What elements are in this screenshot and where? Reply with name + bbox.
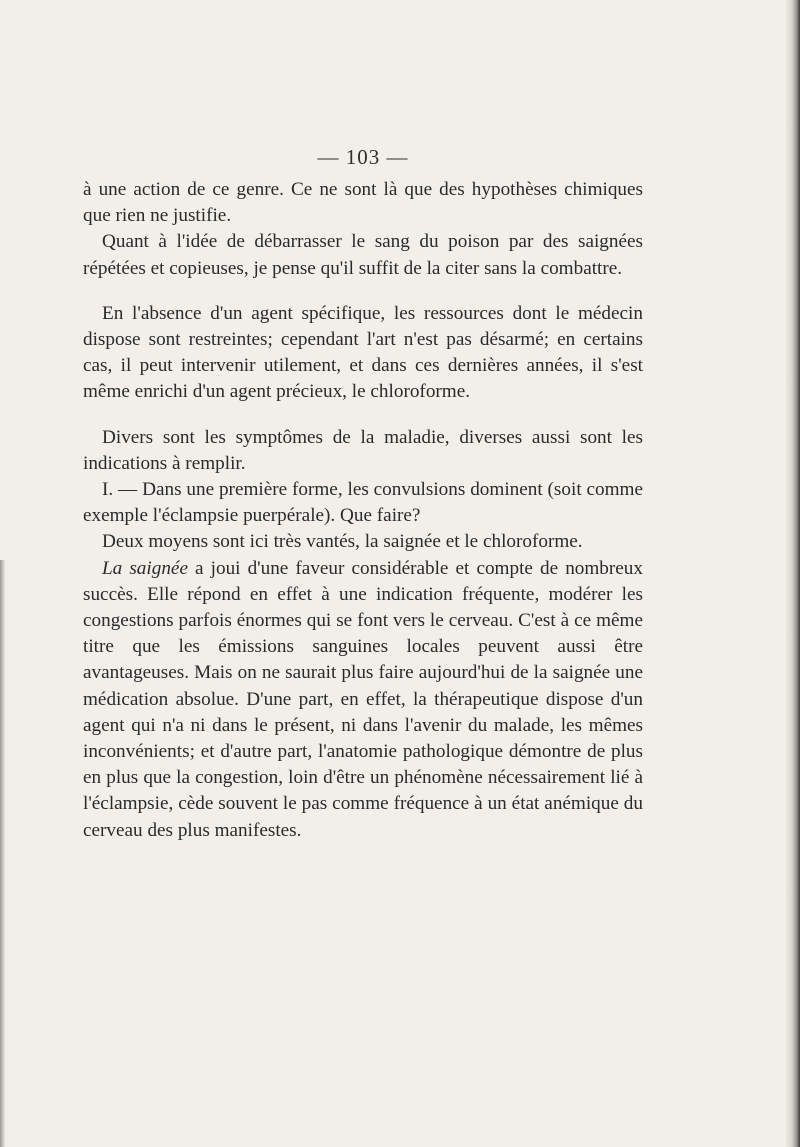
paragraph-1: à une action de ce genre. Ce ne sont là que des hypothèses chimiques que rien ne justifie. (83, 179, 643, 227)
page-body (83, 177, 643, 844)
paragraph-7 (83, 556, 643, 844)
left-binding-shadow (0, 560, 5, 1147)
page-edge-shadow (786, 0, 800, 1147)
paragraph-6: Deux moyens sont ici très vantés, la saignée et le chloroforme. (102, 531, 583, 553)
paragraph-7-text: a joui d'une faveur considérable et compte de nombreux succès. Elle répond en effet à une indication fréquente, modérer les congestions parfois énormes qui se font vers le cerveau. C'est à ce même titre que les émissions sanguines locales peuvent aussi être avantageuses. Mais on ne saurait plus faire aujourd'hui de la saignée une médication absolue. D'une part, en effet, la thérapeutique dispose d'un agent qui n'a ni dans le présent, ni dans l'avenir du malade, les mêmes inconvénients; et d'autre part, l'anatomie pathologique démontre de plus en plus que la congestion, loin d'être un phénomène nécessairement lié à l'éclampsie, cède souvent le pas comme fréquence à un état anémique du cerveau des plus manifestes. (83, 557, 643, 841)
paragraph-5: I. — Dans une première forme, les convulsions dominent (soit comme exemple l'éclampsie puerpérale). Que faire? (83, 479, 643, 527)
paragraph-4: Divers sont les symptômes de la maladie, diverses aussi sont les indications à remplir. (83, 426, 643, 474)
paragraph-2: Quant à l'idée de débarrasser le sang du poison par des saignées répétées et copieuses, je pense qu'il suffit de la citer sans la combattre. (83, 231, 643, 279)
page-number: — 103 — (317, 145, 409, 169)
paragraph-3: En l'absence d'un agent spécifique, les ressources dont le médecin dispose sont restreintes; cependant l'art n'est pas désarmé; en certains cas, il peut intervenir utilement, et dans ces dernières années, il s'est même enrichi d'un agent précieux, le chloroforme. (83, 302, 643, 403)
emphasis-saignee: La saignée (102, 557, 188, 579)
